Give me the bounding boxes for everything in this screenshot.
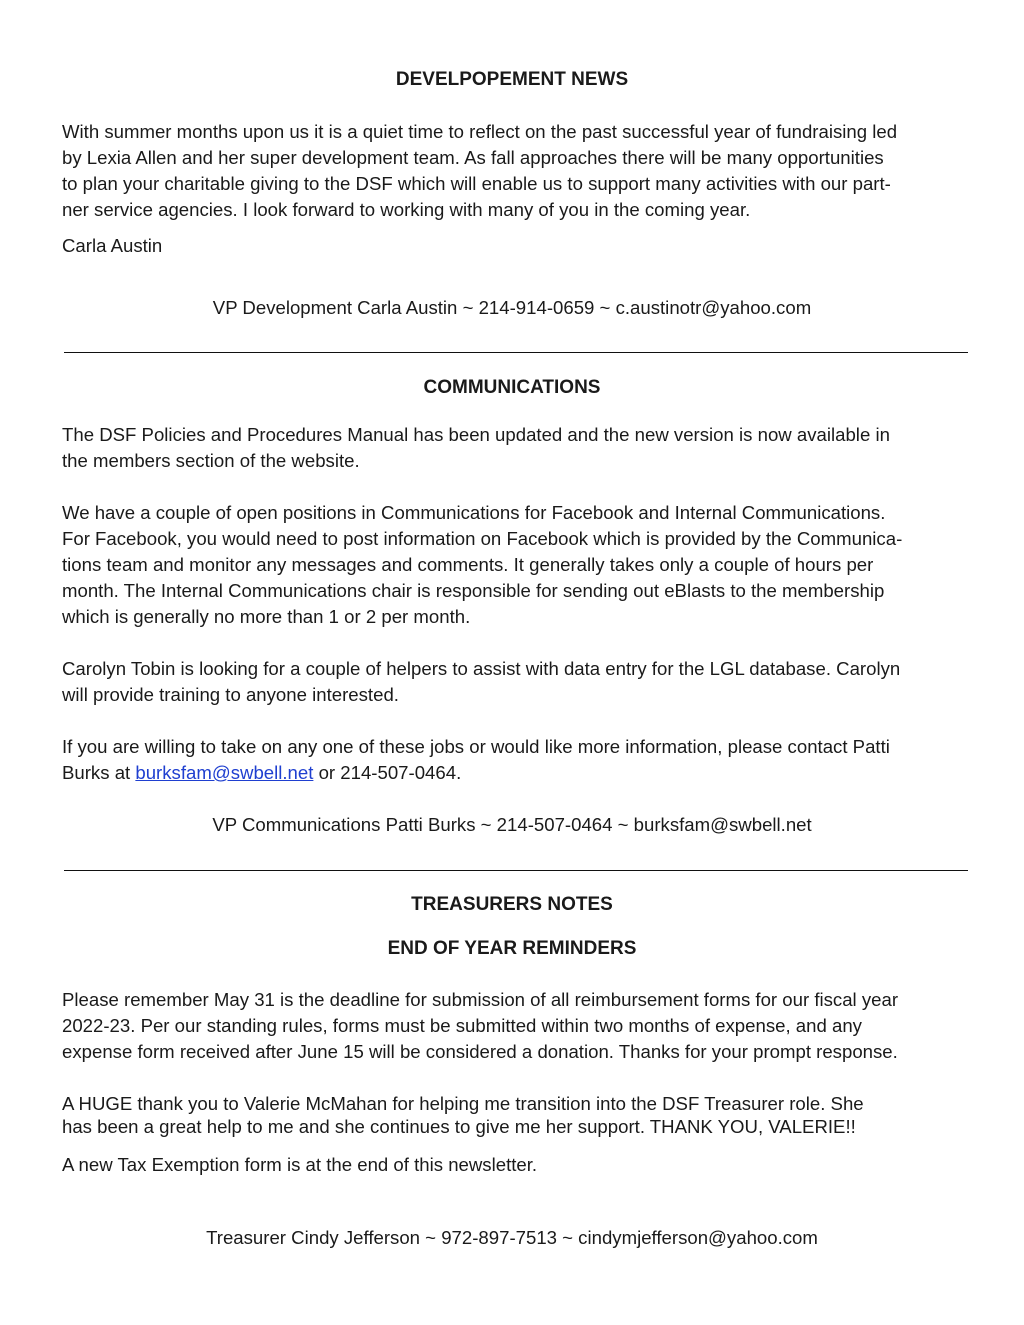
text-line: Please remember May 31 is the deadline for submission of all reimbursement forms for our fiscal year [62,989,899,1010]
text-line: For Facebook, you would need to post information on Facebook which is provided by the Communica- [62,528,903,549]
section-divider [64,870,968,871]
email-link[interactable]: burksfam@swbell.net [135,762,314,783]
text-line: tions team and monitor any messages and comments. It generally takes only a couple of hours per [62,554,874,575]
text-line: Carolyn Tobin is looking for a couple of helpers to assist with data entry for the LGL database. Carolyn [62,658,901,679]
text-line: 2022-23. Per our standing rules, forms must be submitted within two months of expense, and any [62,1015,862,1036]
communications-paragraph-2 [62,500,974,630]
treasurer-paragraph-2 [62,1092,974,1138]
text-fragment: or 214-507-0464. [313,762,462,783]
treasurer-heading: TREASURERS NOTES [411,894,613,915]
development-contact: VP Development Carla Austin ~ 214-914-0659 ~ c.austinotr@yahoo.com [212,297,812,318]
text-fragment: Burks at [62,762,136,783]
text-line: by Lexia Allen and her super development team. As fall approaches there will be many opportunities [62,147,884,168]
text-line: ner service agencies. I look forward to working with many of you in the coming year. [62,199,751,220]
development-heading: DEVELPOPEMENT NEWS [395,69,629,90]
text-line: month. The Internal Communications chair is responsible for sending out eBlasts to the membership [62,580,885,601]
text-line: The DSF Policies and Procedures Manual has been updated and the new version is now available in [62,424,890,445]
communications-paragraph-4 [62,734,974,786]
text-line: has been a great help to me and she continues to give me her support. THANK YOU, VALERIE!! [62,1116,856,1137]
treasurer-paragraph-1 [62,987,974,1065]
text-line: to plan your charitable giving to the DSF which will enable us to support many activities with our part- [62,173,891,194]
communications-contact: VP Communications Patti Burks ~ 214-507-0464 ~ burksfam@swbell.net [212,814,812,835]
development-body [62,119,974,223]
text-line: A HUGE thank you to Valerie McMahan for helping me transition into the DSF Treasurer role. She [62,1093,864,1114]
text-line: With summer months upon us it is a quiet time to reflect on the past successful year of fundraising led [62,121,898,142]
section-divider [64,352,968,353]
treasurer-subheading: END OF YEAR REMINDERS [387,938,637,959]
development-signature: Carla Austin [62,235,163,256]
text-line: the members section of the website. [62,450,360,471]
text-line: expense form received after June 15 will be considered a donation. Thanks for your prompt response. [62,1041,898,1062]
treasurer-paragraph-3: A new Tax Exemption form is at the end of this newsletter. [62,1154,538,1175]
communications-heading: COMMUNICATIONS [423,377,601,398]
text-line: will provide training to anyone interested. [62,684,399,705]
communications-paragraph-3 [62,656,974,708]
text-line: We have a couple of open positions in Communications for Facebook and Internal Communications. [62,502,886,523]
text-line [62,760,974,786]
text-line: which is generally no more than 1 or 2 per month. [62,606,471,627]
communications-paragraph-1 [62,422,974,474]
text-line: If you are willing to take on any one of these jobs or would like more information, please contact Patti [62,736,890,757]
treasurer-contact: Treasurer Cindy Jefferson ~ 972-897-7513 ~ cindymjefferson@yahoo.com [206,1227,818,1248]
